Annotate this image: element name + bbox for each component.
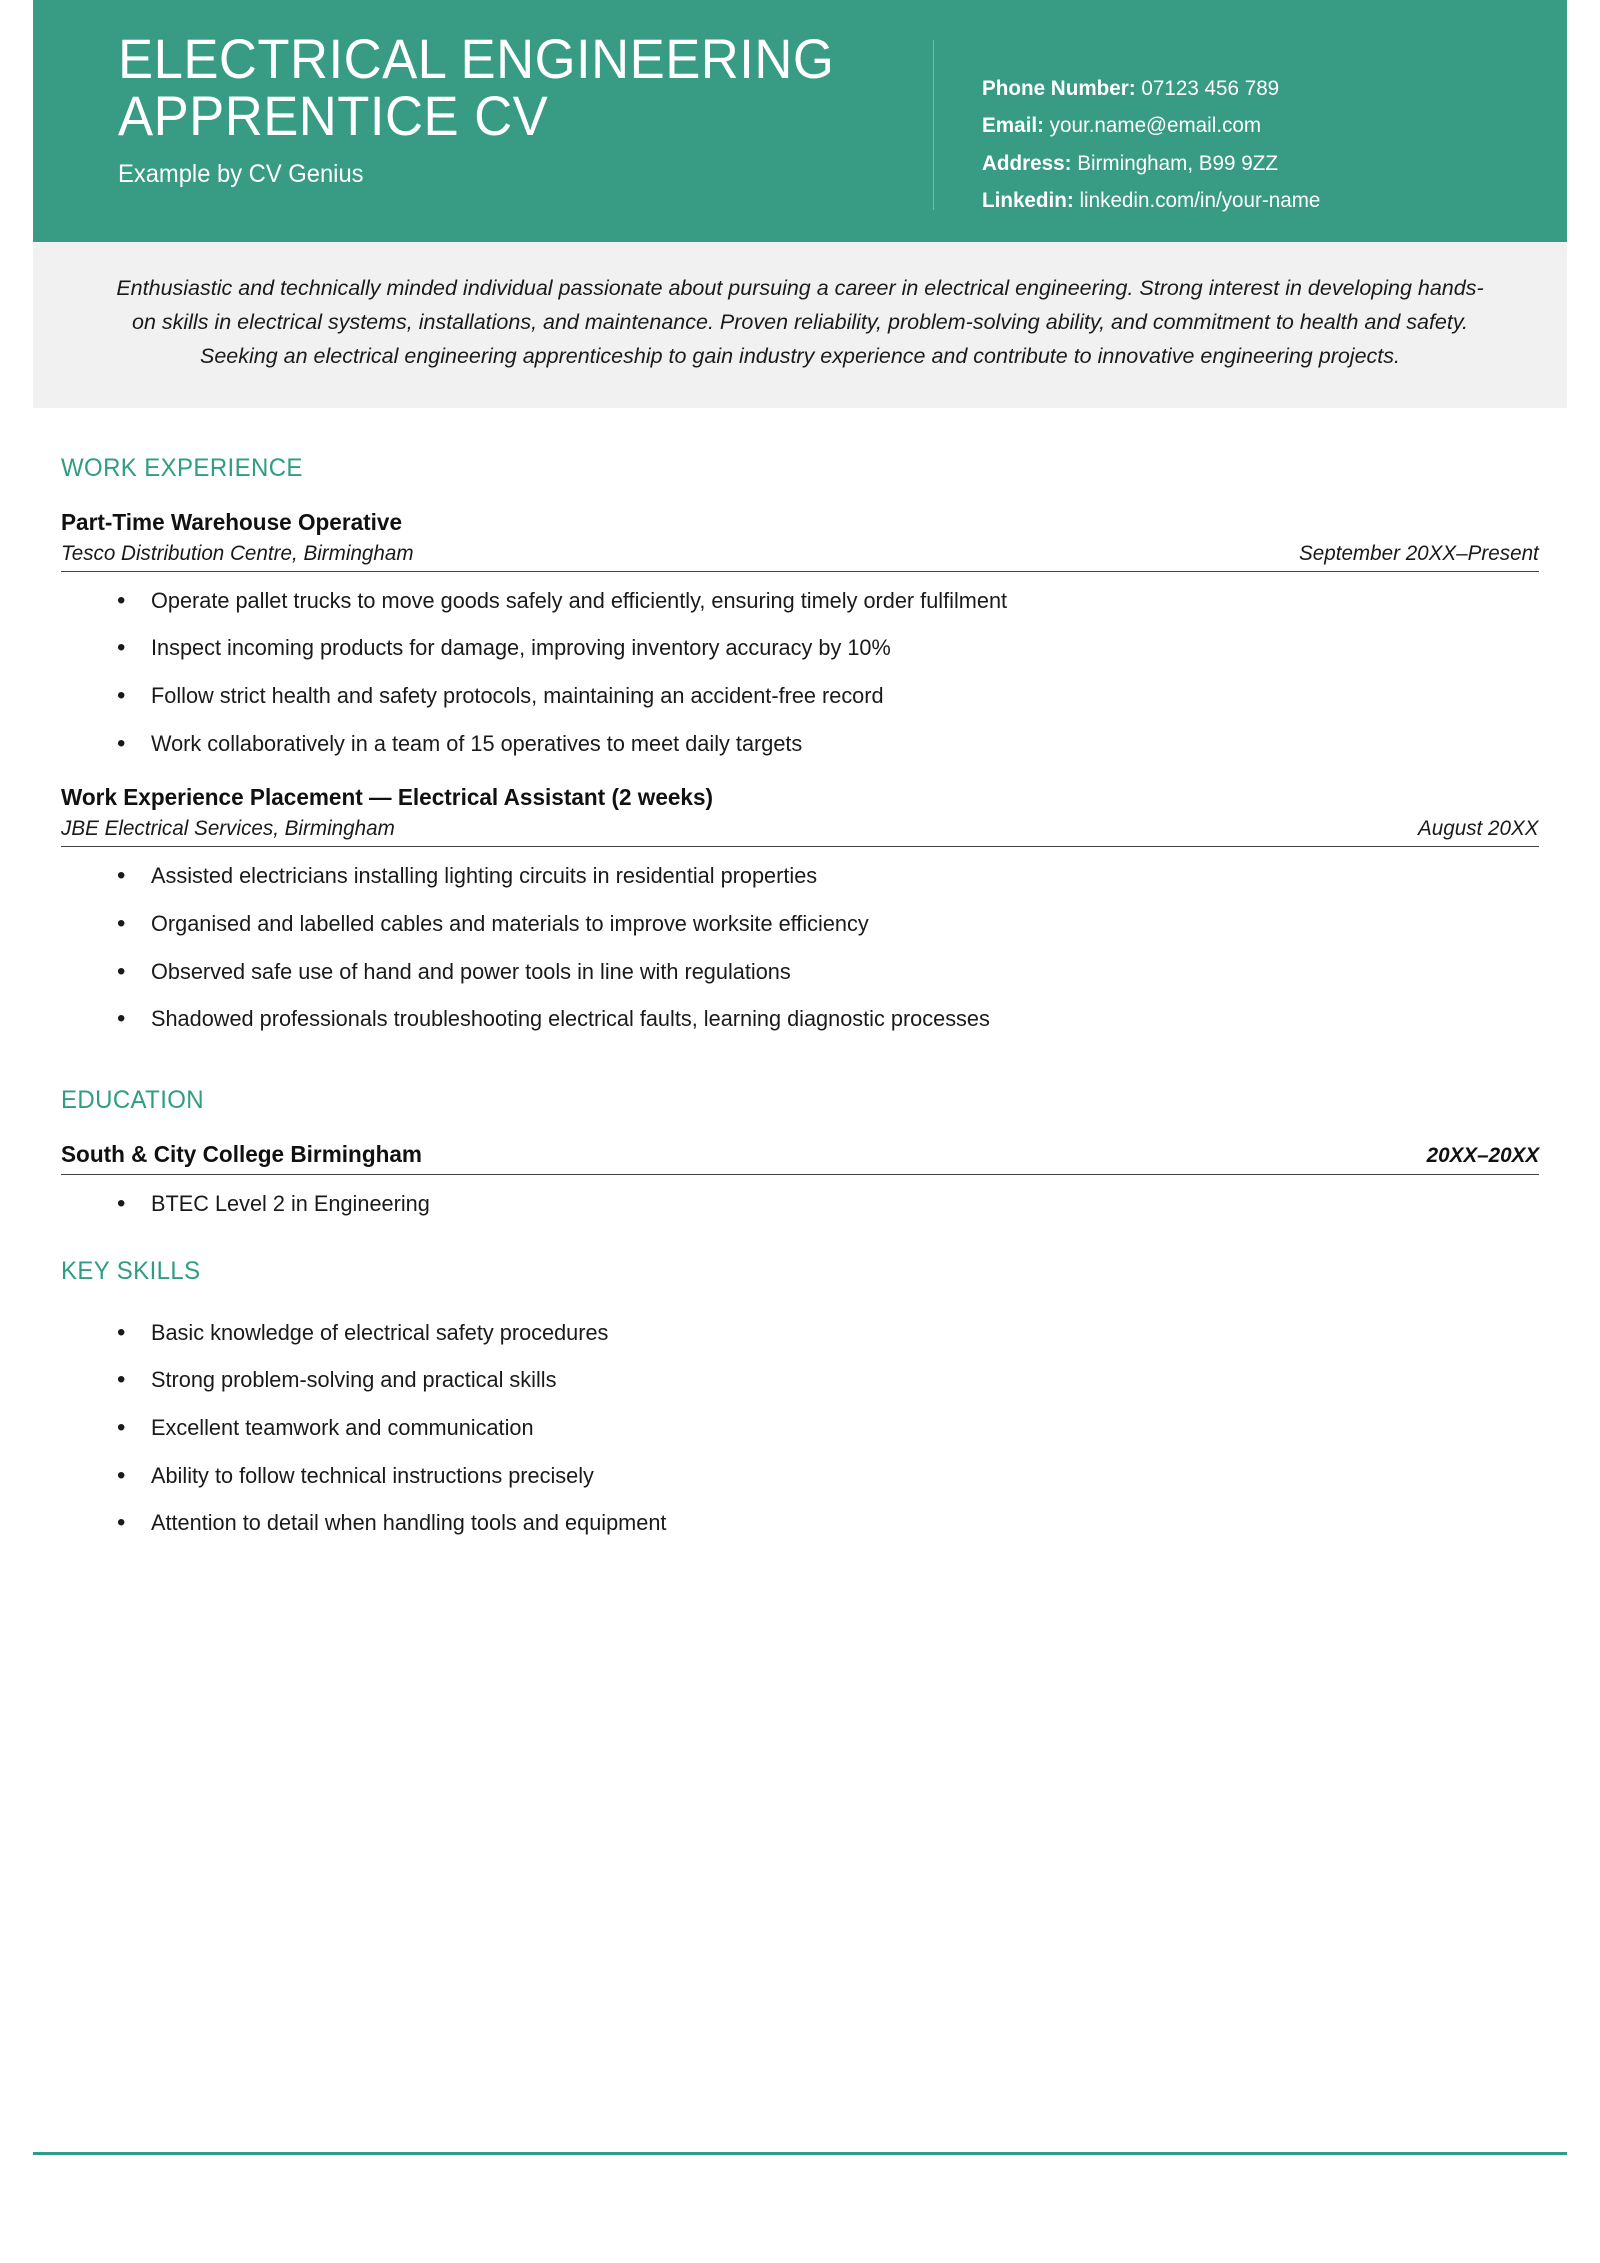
footer-accent-rule: [33, 2152, 1567, 2155]
contact-linkedin: [982, 182, 1544, 219]
contact-address-value: Birmingham, B99 9ZZ: [1071, 150, 1278, 175]
work-entry-meta: [61, 816, 1539, 847]
education-bullets: [61, 1189, 1539, 1219]
spacer: [33, 408, 1567, 454]
contact-phone-value: 07123 456 789: [1135, 76, 1280, 100]
list-item: • Organised and labelled cables and materials to improve worksite efficiency: [61, 909, 1539, 939]
spacer: [61, 1052, 1539, 1086]
section-work-experience: [61, 454, 1539, 1035]
contact-phone: [982, 70, 1544, 107]
spacer: [61, 1237, 1539, 1257]
professional-summary: Enthusiastic and technically minded individual passionate about pursuing a career in electrical engineering. Strong interest in developing hands-on skills in electrical systems, installations, and maintenance. Proven reliability, problem-solving ability, and commitment to health and safety. Seeking an electrical engineering apprenticeship to gain industry experience and contribute to innovative engineering projects.: [33, 242, 1567, 408]
work-entry-dates: August 20XX: [1418, 816, 1539, 841]
list-item: • Strong problem-solving and practical skills: [61, 1365, 1539, 1395]
list-item: • Attention to detail when handling tools and equipment: [61, 1508, 1539, 1538]
list-item: • Operate pallet trucks to move goods safely and efficiently, ensuring timely order fulfilment: [61, 586, 1539, 616]
list-item: • Assisted electricians installing lighting circuits in residential properties: [61, 861, 1539, 891]
list-item: • Ability to follow technical instructions precisely: [61, 1461, 1539, 1491]
education-dates: 20XX–20XX: [1426, 1143, 1539, 1168]
section-education: [61, 1086, 1539, 1219]
list-item: • Inspect incoming products for damage, improving inventory accuracy by 10%: [61, 633, 1539, 663]
cv-header: [33, 0, 1567, 242]
list-item: • Shadowed professionals troubleshooting electrical faults, learning diagnostic processes: [61, 1004, 1539, 1034]
contact-linkedin-value: linkedin.com/in/your-name: [1073, 188, 1321, 213]
work-entry-bullets: [61, 861, 1539, 1034]
list-item: • Work collaboratively in a team of 15 operatives to meet daily targets: [61, 729, 1539, 759]
education-school: South & City College Birmingham: [61, 1141, 422, 1168]
contact-email-label: Email:: [982, 113, 1044, 138]
section-key-skills: [61, 1257, 1539, 1538]
contact-email-value: your.name@email.com: [1043, 113, 1262, 138]
work-entry-title: Work Experience Placement — Electrical Assistant (2 weeks): [61, 784, 714, 811]
list-item: • Excellent teamwork and communication: [61, 1413, 1539, 1443]
work-entry: [61, 509, 1539, 759]
work-entry-bullets: [61, 586, 1539, 759]
section-heading-work-experience: WORK EXPERIENCE: [61, 453, 303, 482]
work-entry: [61, 784, 1539, 1034]
key-skills-bullets: [61, 1318, 1539, 1538]
work-entry-organisation: JBE Electrical Services, Birmingham: [61, 816, 395, 841]
contact-block: [934, 30, 1567, 220]
contact-email: [982, 107, 1544, 144]
list-item: • Basic knowledge of electrical safety procedures: [61, 1318, 1539, 1348]
work-entry-meta: [61, 541, 1539, 572]
education-entry-meta: [61, 1141, 1539, 1175]
work-entry-organisation: Tesco Distribution Centre, Birmingham: [61, 540, 414, 565]
work-entry-title: Part-Time Warehouse Operative: [61, 508, 403, 535]
list-item: • Follow strict health and safety protocols, maintaining an accident-free record: [61, 681, 1539, 711]
contact-phone-label: Phone Number:: [982, 76, 1136, 100]
page-subtitle: Example by CV Genius: [118, 160, 364, 189]
work-entry-dates: September 20XX–Present: [1299, 540, 1539, 565]
cv-body: [33, 454, 1567, 1539]
education-entry: [61, 1141, 1539, 1219]
header-title-block: [33, 27, 933, 220]
section-heading-education: EDUCATION: [61, 1086, 205, 1115]
page-title: ELECTRICAL ENGINEERING APPRENTICE CV: [118, 27, 835, 148]
contact-linkedin-label: Linkedin:: [982, 188, 1074, 213]
contact-address: [982, 145, 1544, 182]
section-heading-key-skills: KEY SKILLS: [61, 1256, 201, 1285]
list-item: • Observed safe use of hand and power tools in line with regulations: [61, 957, 1539, 987]
contact-address-label: Address:: [982, 150, 1072, 175]
list-item: • BTEC Level 2 in Engineering: [61, 1189, 1539, 1219]
